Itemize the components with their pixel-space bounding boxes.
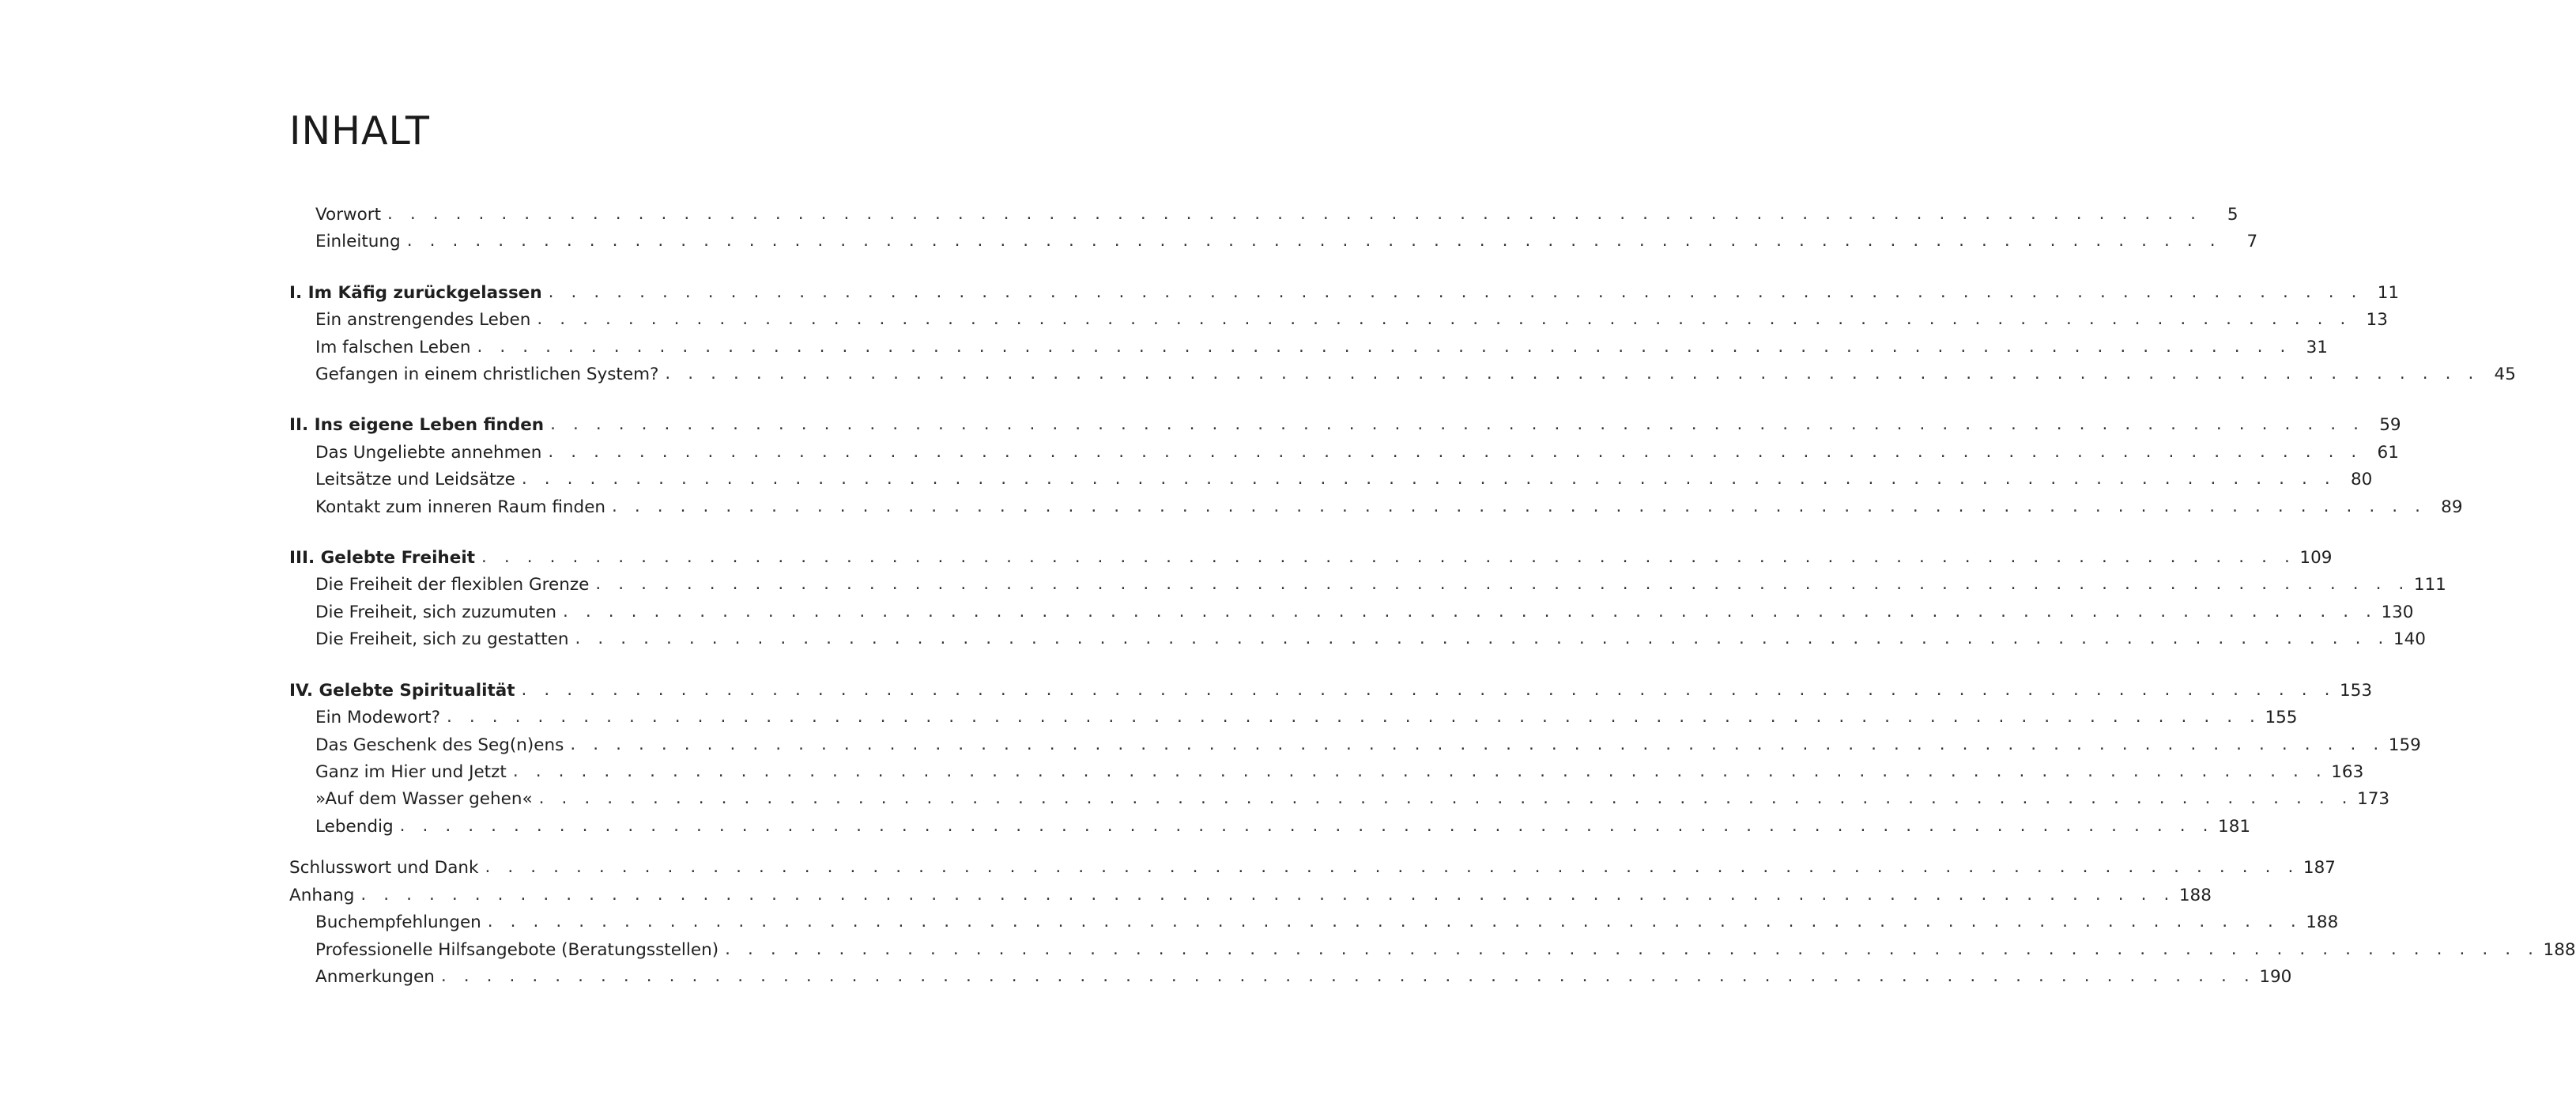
dot-leader: . . . . . . . . . . . . . . . . . . . . . . . . . . . . . . . . . . . . . . . . . . . . . . . . . . . . . . . . . . . . . . . . . . . . . . . . . . . . . . . .: [398, 818, 2213, 835]
toc-entry-page: 155: [2265, 707, 2298, 727]
toc-entry-label: Ein anstrengendes Leben: [315, 309, 531, 330]
dot-leader: . . . . . . . . . . . . . . . . . . . . . . . . . . . . . . . . . . . . . . . . . . . . . . . . . . . . . . . . . . . . . . . . . . . . . . . . . . . . . . . .: [549, 417, 2363, 433]
toc-entry-label: Anmerkungen: [315, 966, 435, 987]
toc-entry-label: Leitsätze und Leidsätze: [315, 469, 515, 489]
dot-leader: . . . . . . . . . . . . . . . . . . . . . . . . . . . . . . . . . . . . . . . . . . . . . . . . . . . . . . . . . . . . . . . . . . . . . . . . . . . . . . . .: [405, 233, 2220, 250]
toc-entry-page: 188: [2306, 912, 2339, 932]
toc-section: [289, 539, 2333, 568]
toc-entry-label: Die Freiheit der flexiblen Grenze: [315, 574, 590, 595]
dot-leader: . . . . . . . . . . . . . . . . . . . . . . . . . . . . . . . . . . . . . . . . . . . . . . . . . . . . . . . . . . . . . . . . . . . . . . . . . . . . . . . .: [546, 444, 2361, 461]
toc-entry: [289, 849, 2336, 878]
toc-entry-page: 159: [2388, 735, 2421, 755]
toc-entry: [315, 434, 2399, 463]
dot-leader: . . . . . . . . . . . . . . . . . . . . . . . . . . . . . . . . . . . . . . . . . . . . . . . . . . . . . . . . . . . . . . . . . . . . . . . . . . . . . . . .: [359, 887, 2174, 904]
toc-section: [289, 274, 2400, 303]
toc-entry-label: Das Ungeliebte annehmen: [315, 442, 542, 463]
toc-entry: [315, 699, 2298, 727]
toc-entry-label: Die Freiheit, sich zuzumuten: [315, 602, 557, 622]
toc-entry-page: 59: [2379, 414, 2401, 435]
toc-entry-label: »Auf dem Wasser gehen«: [315, 788, 533, 809]
toc-entry: [315, 727, 2421, 755]
toc-entry-label: Die Freiheit, sich zu gestatten: [315, 629, 569, 649]
toc-entry-page: 111: [2413, 574, 2446, 595]
toc-entry-page: 190: [2259, 966, 2292, 987]
dot-leader: . . . . . . . . . . . . . . . . . . . . . . . . . . . . . . . . . . . . . . . . . . . . . . . . . . . . . . . . . . . . . . . . . . . . . . . . . . . . . . . .: [483, 860, 2298, 876]
toc-entry-label: Gefangen in einem christlichen System?: [315, 364, 659, 384]
toc-section-label: II. Ins eigene Leben finden: [289, 414, 545, 435]
dot-leader: . . . . . . . . . . . . . . . . . . . . . . . . . . . . . . . . . . . . . . . . . . . . . . . . . . . . . . . . . . . . . . . . . . . . . . . . . . . . . . . .: [610, 499, 2425, 516]
dot-leader: . . . . . . . . . . . . . . . . . . . . . . . . . . . . . . . . . . . . . . . . . . . . . . . . . . . . . . . . . . . . . . . . . . . . . . . . . . . . . . . .: [663, 366, 2478, 383]
toc-entry-label: Ein Modewort?: [315, 707, 441, 727]
toc-entry-page: 31: [2306, 337, 2328, 357]
dot-leader: . . . . . . . . . . . . . . . . . . . . . . . . . . . . . . . . . . . . . . . . . . . . . . . . . . . . . . . . . . . . . . . . . . . . . . . . . . . . . . . .: [573, 631, 2388, 648]
toc-entry-page: 13: [2366, 309, 2388, 330]
dot-leader: . . . . . . . . . . . . . . . . . . . . . . . . . . . . . . . . . . . . . . . . . . . . . . . . . . . . . . . . . . . . . . . . . . . . . . . . . . . . . . . .: [546, 285, 2362, 301]
toc-entry-page: 163: [2331, 761, 2364, 782]
toc-entry: [315, 808, 2251, 837]
toc-entry-label: Professionelle Hilfsangebote (Beratungsstellen): [315, 939, 719, 960]
toc-entry-label: Lebendig: [315, 816, 394, 837]
toc-entry: [315, 594, 2414, 622]
toc-entry-label: Buchempfehlungen: [315, 912, 481, 932]
toc-entry: [315, 566, 2446, 595]
toc-entry-page: 188: [2543, 939, 2576, 960]
toc-entry: [289, 877, 2212, 905]
toc-entry-page: 7: [2246, 231, 2258, 251]
toc-entry: [315, 931, 2576, 960]
dot-leader: . . . . . . . . . . . . . . . . . . . . . . . . . . . . . . . . . . . . . . . . . . . . . . . . . . . . . . . . . . . . . . . . . . . . . . . . . . . . . . . .: [445, 709, 2260, 726]
toc-section: [289, 406, 2401, 435]
toc-section-label: III. Gelebte Freiheit: [289, 547, 475, 568]
toc-entry-page: 11: [2377, 282, 2400, 303]
toc-entry-page: 140: [2393, 629, 2426, 649]
toc-entry-page: 45: [2494, 364, 2516, 384]
dot-leader: . . . . . . . . . . . . . . . . . . . . . . . . . . . . . . . . . . . . . . . . . . . . . . . . . . . . . . . . . . . . . . . . . . . . . . . . . . . . . . . .: [519, 471, 2335, 488]
toc-entry-page: 80: [2351, 469, 2373, 489]
toc-entry-label: Das Geschenk des Seg(n)ens: [315, 735, 564, 755]
toc-entry-page: 181: [2218, 816, 2251, 837]
toc-entry: [315, 780, 2390, 809]
dot-leader: . . . . . . . . . . . . . . . . . . . . . . . . . . . . . . . . . . . . . . . . . . . . . . . . . . . . . . . . . . . . . . . . . . . . . . . . . . . . . . . .: [594, 576, 2408, 593]
dot-leader: . . . . . . . . . . . . . . . . . . . . . . . . . . . . . . . . . . . . . . . . . . . . . . . . . . . . . . . . . . . . . . . . . . . . . . . . . . . . . . . .: [535, 312, 2350, 328]
toc-entry-page: 153: [2339, 680, 2373, 701]
dot-leader: . . . . . . . . . . . . . . . . . . . . . . . . . . . . . . . . . . . . . . . . . . . . . . . . . . . . . . . . . . . . . . . . . . . . . . . . . . . . . . . .: [479, 550, 2295, 566]
toc-entry-page: 109: [2299, 547, 2333, 568]
toc-entry-label: Anhang: [289, 885, 355, 905]
toc-section: [289, 672, 2373, 701]
dot-leader: . . . . . . . . . . . . . . . . . . . . . . . . . . . . . . . . . . . . . . . . . . . . . . . . . . . . . . . . . . . . . . . . . . . . . . . . . . . . . . . .: [537, 791, 2352, 807]
toc-entry-page: 130: [2381, 602, 2414, 622]
toc-entry: [315, 904, 2339, 932]
dot-leader: . . . . . . . . . . . . . . . . . . . . . . . . . . . . . . . . . . . . . . . . . . . . . . . . . . . . . . . . . . . . . . . . . . . . . . . . . . . . . . . .: [511, 764, 2326, 780]
toc-entry-page: 173: [2357, 788, 2390, 809]
toc-entry-label: Ganz im Hier und Jetzt: [315, 761, 507, 782]
toc-entry-label: Einleitung: [315, 231, 401, 251]
dot-leader: . . . . . . . . . . . . . . . . . . . . . . . . . . . . . . . . . . . . . . . . . . . . . . . . . . . . . . . . . . . . . . . . . . . . . . . . . . . . . . . .: [439, 969, 2254, 985]
toc-entry: [315, 489, 2463, 517]
toc-entry: [315, 621, 2426, 649]
toc-entry-label: Schlusswort und Dank: [289, 857, 479, 878]
toc-entry: [315, 329, 2328, 357]
toc-entry: [315, 301, 2388, 330]
toc-entry: [315, 196, 2238, 225]
dot-leader: . . . . . . . . . . . . . . . . . . . . . . . . . . . . . . . . . . . . . . . . . . . . . . . . . . . . . . . . . . . . . . . . . . . . . . . . . . . . . . . .: [519, 682, 2335, 699]
toc-entry: [315, 356, 2516, 384]
toc-section-label: IV. Gelebte Spiritualität: [289, 680, 515, 701]
dot-leader: . . . . . . . . . . . . . . . . . . . . . . . . . . . . . . . . . . . . . . . . . . . . . . . . . . . . . . . . . . . . . . . . . . . . . . . . . . . . . . . .: [386, 206, 2201, 223]
toc-entry-label: Kontakt zum inneren Raum finden: [315, 497, 606, 517]
toc-entry: [315, 461, 2373, 489]
toc-entry-label: Im falschen Leben: [315, 337, 471, 357]
toc-entry-page: 5: [2227, 204, 2238, 225]
dot-leader: . . . . . . . . . . . . . . . . . . . . . . . . . . . . . . . . . . . . . . . . . . . . . . . . . . . . . . . . . . . . . . . . . . . . . . . . . . . . . . . .: [568, 737, 2383, 754]
toc-entry-label: Vorwort: [315, 204, 382, 225]
toc-entry: [315, 223, 2258, 251]
toc-entry-page: 188: [2178, 885, 2212, 905]
dot-leader: . . . . . . . . . . . . . . . . . . . . . . . . . . . . . . . . . . . . . . . . . . . . . . . . . . . . . . . . . . . . . . . . . . . . . . . . . . . . . . . .: [475, 339, 2290, 356]
toc-title: INHALT: [289, 108, 430, 153]
dot-leader: . . . . . . . . . . . . . . . . . . . . . . . . . . . . . . . . . . . . . . . . . . . . . . . . . . . . . . . . . . . . . . . . . . . . . . . . . . . . . . . .: [485, 914, 2301, 931]
dot-leader: . . . . . . . . . . . . . . . . . . . . . . . . . . . . . . . . . . . . . . . . . . . . . . . . . . . . . . . . . . . . . . . . . . . . . . . . . . . . . . . .: [561, 604, 2376, 621]
toc-entry: [315, 754, 2364, 782]
toc-entry: [315, 958, 2292, 987]
table-of-contents: [289, 0, 2576, 1107]
dot-leader: . . . . . . . . . . . . . . . . . . . . . . . . . . . . . . . . . . . . . . . . . . . . . . . . . . . . . . . . . . . . . . . . . . . . . . . . . . . . . . . .: [723, 942, 2538, 958]
toc-entry-page: 61: [2377, 442, 2399, 463]
toc-section-label: I. Im Käfig zurückgelassen: [289, 282, 542, 303]
toc-entry-page: 89: [2441, 497, 2463, 517]
toc-entry-page: 187: [2303, 857, 2336, 878]
